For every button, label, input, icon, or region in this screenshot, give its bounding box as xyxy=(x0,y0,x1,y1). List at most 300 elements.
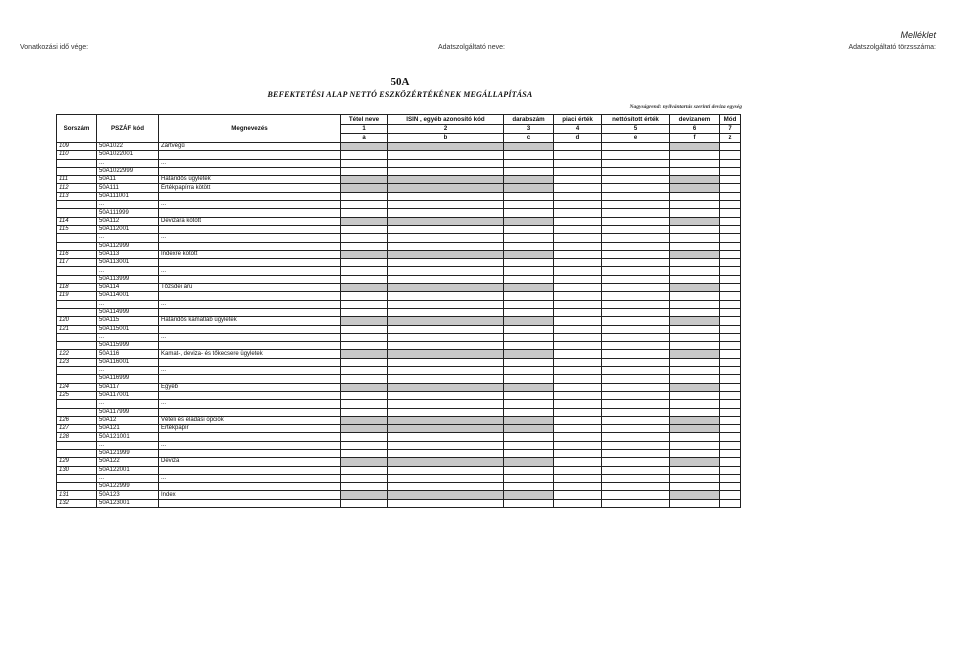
row-pszaf-kod: 50A11 xyxy=(97,176,159,184)
value-cell[interactable] xyxy=(504,300,554,308)
value-cell[interactable] xyxy=(602,425,670,433)
value-cell[interactable] xyxy=(504,367,554,375)
value-cell[interactable] xyxy=(554,292,602,300)
value-cell[interactable] xyxy=(554,250,602,258)
value-cell[interactable] xyxy=(388,225,504,233)
value-cell[interactable] xyxy=(602,491,670,499)
value-cell[interactable] xyxy=(602,275,670,283)
value-cell[interactable] xyxy=(720,483,741,491)
value-cell[interactable] xyxy=(554,449,602,457)
table-row xyxy=(57,151,741,159)
value-cell[interactable] xyxy=(720,242,741,250)
value-cell[interactable] xyxy=(602,192,670,200)
value-cell[interactable] xyxy=(602,259,670,267)
value-cell[interactable] xyxy=(554,225,602,233)
row-pszaf-kod: 50A111 xyxy=(97,184,159,192)
value-cell[interactable] xyxy=(602,367,670,375)
row-sorszam: 110 xyxy=(57,151,97,159)
value-cell[interactable] xyxy=(670,292,720,300)
value-cell xyxy=(341,284,388,292)
value-cell[interactable] xyxy=(388,375,504,383)
value-cell[interactable] xyxy=(602,441,670,449)
value-cell[interactable] xyxy=(602,201,670,209)
value-cell[interactable] xyxy=(341,201,388,209)
value-cell[interactable] xyxy=(388,367,504,375)
row-sorszam xyxy=(57,242,97,250)
value-cell[interactable] xyxy=(341,275,388,283)
value-cell[interactable] xyxy=(341,192,388,200)
value-cell[interactable] xyxy=(341,167,388,175)
value-cell[interactable] xyxy=(670,433,720,441)
row-megnevezes xyxy=(159,151,341,159)
value-cell[interactable] xyxy=(388,441,504,449)
value-cell[interactable] xyxy=(554,209,602,217)
value-cell[interactable] xyxy=(554,176,602,184)
value-cell[interactable] xyxy=(504,375,554,383)
value-cell[interactable] xyxy=(388,308,504,316)
value-cell[interactable] xyxy=(554,391,602,399)
value-cell[interactable] xyxy=(504,308,554,316)
value-cell[interactable] xyxy=(341,300,388,308)
value-cell[interactable] xyxy=(504,391,554,399)
value-cell[interactable] xyxy=(670,408,720,416)
value-cell[interactable] xyxy=(720,375,741,383)
value-cell[interactable] xyxy=(504,483,554,491)
value-cell[interactable] xyxy=(670,391,720,399)
value-cell[interactable] xyxy=(554,350,602,358)
value-cell[interactable] xyxy=(388,159,504,167)
row-pszaf-kod: ... xyxy=(97,441,159,449)
value-cell[interactable] xyxy=(720,458,741,466)
value-cell[interactable] xyxy=(602,375,670,383)
value-cell[interactable] xyxy=(670,234,720,242)
value-cell[interactable] xyxy=(341,242,388,250)
table-row xyxy=(57,234,741,242)
value-cell[interactable] xyxy=(720,151,741,159)
value-cell[interactable] xyxy=(720,308,741,316)
value-cell[interactable] xyxy=(388,408,504,416)
value-cell[interactable] xyxy=(602,167,670,175)
value-cell[interactable] xyxy=(670,209,720,217)
value-cell[interactable] xyxy=(554,499,602,507)
value-cell[interactable] xyxy=(602,151,670,159)
value-cell[interactable] xyxy=(554,483,602,491)
value-cell[interactable] xyxy=(388,483,504,491)
value-cell[interactable] xyxy=(341,308,388,316)
value-cell[interactable] xyxy=(341,433,388,441)
table-row xyxy=(57,317,741,325)
value-cell[interactable] xyxy=(670,375,720,383)
value-cell[interactable] xyxy=(670,342,720,350)
value-cell[interactable] xyxy=(602,159,670,167)
value-cell[interactable] xyxy=(388,267,504,275)
value-cell[interactable] xyxy=(504,441,554,449)
value-cell[interactable] xyxy=(670,275,720,283)
value-cell[interactable] xyxy=(554,217,602,225)
value-cell[interactable] xyxy=(670,358,720,366)
value-cell[interactable] xyxy=(720,466,741,474)
value-cell[interactable] xyxy=(388,259,504,267)
value-cell[interactable] xyxy=(504,192,554,200)
value-cell[interactable] xyxy=(602,250,670,258)
value-cell[interactable] xyxy=(388,433,504,441)
value-cell[interactable] xyxy=(720,325,741,333)
value-cell[interactable] xyxy=(602,433,670,441)
value-cell[interactable] xyxy=(341,449,388,457)
value-cell[interactable] xyxy=(602,449,670,457)
value-cell[interactable] xyxy=(341,342,388,350)
value-cell[interactable] xyxy=(504,225,554,233)
value-cell[interactable] xyxy=(504,466,554,474)
value-cell[interactable] xyxy=(504,474,554,482)
value-cell[interactable] xyxy=(554,441,602,449)
value-cell[interactable] xyxy=(720,225,741,233)
value-cell[interactable] xyxy=(554,466,602,474)
value-cell[interactable] xyxy=(670,159,720,167)
value-cell xyxy=(388,458,504,466)
value-cell[interactable] xyxy=(670,192,720,200)
value-cell[interactable] xyxy=(720,358,741,366)
value-cell[interactable] xyxy=(720,425,741,433)
value-cell xyxy=(670,284,720,292)
value-cell[interactable] xyxy=(341,474,388,482)
value-cell[interactable] xyxy=(341,400,388,408)
value-cell[interactable] xyxy=(504,449,554,457)
value-cell[interactable] xyxy=(554,151,602,159)
value-cell[interactable] xyxy=(602,143,670,151)
value-cell[interactable] xyxy=(504,151,554,159)
value-cell[interactable] xyxy=(554,184,602,192)
value-cell[interactable] xyxy=(554,201,602,209)
value-cell[interactable] xyxy=(602,267,670,275)
value-cell[interactable] xyxy=(602,383,670,391)
value-cell[interactable] xyxy=(554,375,602,383)
value-cell[interactable] xyxy=(720,333,741,341)
value-cell[interactable] xyxy=(602,499,670,507)
value-cell[interactable] xyxy=(554,259,602,267)
value-cell[interactable] xyxy=(720,159,741,167)
header-col-name: nettósított érték xyxy=(602,115,670,125)
value-cell[interactable] xyxy=(602,176,670,184)
value-cell[interactable] xyxy=(720,284,741,292)
value-cell[interactable] xyxy=(602,242,670,250)
value-cell[interactable] xyxy=(388,466,504,474)
value-cell[interactable] xyxy=(341,483,388,491)
value-cell[interactable] xyxy=(720,383,741,391)
value-cell[interactable] xyxy=(670,333,720,341)
value-cell[interactable] xyxy=(670,151,720,159)
value-cell[interactable] xyxy=(720,234,741,242)
value-cell[interactable] xyxy=(670,308,720,316)
value-cell xyxy=(341,250,388,258)
row-pszaf-kod: 50A121001 xyxy=(97,433,159,441)
value-cell[interactable] xyxy=(341,234,388,242)
value-cell[interactable] xyxy=(670,499,720,507)
value-cell[interactable] xyxy=(720,350,741,358)
header-col-num: 6 xyxy=(670,125,720,134)
row-sorszam: 126 xyxy=(57,416,97,424)
value-cell[interactable] xyxy=(554,317,602,325)
value-cell[interactable] xyxy=(670,449,720,457)
value-cell[interactable] xyxy=(554,143,602,151)
value-cell[interactable] xyxy=(720,391,741,399)
row-megnevezes: ... xyxy=(159,400,341,408)
value-cell[interactable] xyxy=(602,333,670,341)
value-cell[interactable] xyxy=(341,225,388,233)
value-cell[interactable] xyxy=(504,433,554,441)
value-cell[interactable] xyxy=(341,333,388,341)
row-sorszam: 112 xyxy=(57,184,97,192)
value-cell[interactable] xyxy=(554,300,602,308)
value-cell[interactable] xyxy=(720,292,741,300)
value-cell[interactable] xyxy=(720,167,741,175)
table-row xyxy=(57,259,741,267)
value-cell[interactable] xyxy=(504,400,554,408)
value-cell[interactable] xyxy=(602,400,670,408)
value-cell[interactable] xyxy=(602,234,670,242)
value-cell[interactable] xyxy=(670,259,720,267)
value-cell[interactable] xyxy=(388,400,504,408)
value-cell[interactable] xyxy=(388,201,504,209)
value-cell[interactable] xyxy=(504,234,554,242)
value-cell[interactable] xyxy=(602,300,670,308)
value-cell[interactable] xyxy=(554,433,602,441)
value-cell[interactable] xyxy=(388,449,504,457)
value-cell[interactable] xyxy=(602,358,670,366)
value-cell[interactable] xyxy=(554,367,602,375)
value-cell[interactable] xyxy=(504,275,554,283)
value-cell[interactable] xyxy=(341,391,388,399)
value-cell[interactable] xyxy=(388,167,504,175)
value-cell[interactable] xyxy=(602,342,670,350)
value-cell[interactable] xyxy=(720,209,741,217)
value-cell[interactable] xyxy=(720,184,741,192)
value-cell[interactable] xyxy=(720,433,741,441)
value-cell[interactable] xyxy=(554,167,602,175)
value-cell[interactable] xyxy=(504,201,554,209)
value-cell[interactable] xyxy=(554,242,602,250)
value-cell[interactable] xyxy=(720,217,741,225)
value-cell[interactable] xyxy=(341,499,388,507)
value-cell[interactable] xyxy=(504,167,554,175)
value-cell[interactable] xyxy=(388,342,504,350)
value-cell[interactable] xyxy=(341,267,388,275)
value-cell[interactable] xyxy=(341,159,388,167)
value-cell[interactable] xyxy=(720,201,741,209)
value-cell[interactable] xyxy=(720,250,741,258)
value-cell[interactable] xyxy=(720,408,741,416)
value-cell[interactable] xyxy=(602,225,670,233)
value-cell[interactable] xyxy=(554,325,602,333)
value-cell[interactable] xyxy=(720,317,741,325)
value-cell[interactable] xyxy=(388,192,504,200)
value-cell[interactable] xyxy=(341,325,388,333)
value-cell[interactable] xyxy=(720,441,741,449)
value-cell[interactable] xyxy=(504,259,554,267)
value-cell[interactable] xyxy=(388,242,504,250)
value-cell[interactable] xyxy=(504,333,554,341)
value-cell[interactable] xyxy=(388,358,504,366)
value-cell[interactable] xyxy=(670,400,720,408)
value-cell[interactable] xyxy=(720,192,741,200)
value-cell[interactable] xyxy=(670,474,720,482)
magnitude-note: Nagyságrend: nyilvántartás szerinti deviza egység xyxy=(629,104,742,110)
value-cell[interactable] xyxy=(504,358,554,366)
value-cell[interactable] xyxy=(602,466,670,474)
value-cell[interactable] xyxy=(602,391,670,399)
value-cell[interactable] xyxy=(602,292,670,300)
value-cell[interactable] xyxy=(504,242,554,250)
table-row xyxy=(57,333,741,341)
value-cell[interactable] xyxy=(504,267,554,275)
value-cell[interactable] xyxy=(602,308,670,316)
row-sorszam: 116 xyxy=(57,250,97,258)
value-cell[interactable] xyxy=(554,267,602,275)
value-cell[interactable] xyxy=(388,275,504,283)
value-cell[interactable] xyxy=(341,151,388,159)
value-cell[interactable] xyxy=(720,367,741,375)
value-cell[interactable] xyxy=(554,192,602,200)
value-cell[interactable] xyxy=(554,284,602,292)
value-cell[interactable] xyxy=(670,300,720,308)
value-cell[interactable] xyxy=(388,209,504,217)
value-cell[interactable] xyxy=(554,358,602,366)
value-cell[interactable] xyxy=(554,458,602,466)
value-cell[interactable] xyxy=(720,143,741,151)
row-sorszam: 109 xyxy=(57,143,97,151)
value-cell[interactable] xyxy=(388,474,504,482)
value-cell[interactable] xyxy=(341,367,388,375)
value-cell[interactable] xyxy=(341,292,388,300)
value-cell[interactable] xyxy=(602,350,670,358)
value-cell[interactable] xyxy=(720,300,741,308)
value-cell[interactable] xyxy=(720,259,741,267)
table-row xyxy=(57,275,741,283)
value-cell[interactable] xyxy=(670,225,720,233)
value-cell[interactable] xyxy=(720,267,741,275)
row-pszaf-kod: 50A117001 xyxy=(97,391,159,399)
table-row xyxy=(57,267,741,275)
value-cell[interactable] xyxy=(720,342,741,350)
value-cell[interactable] xyxy=(602,209,670,217)
value-cell[interactable] xyxy=(602,325,670,333)
value-cell[interactable] xyxy=(670,242,720,250)
value-cell[interactable] xyxy=(341,466,388,474)
value-cell[interactable] xyxy=(720,400,741,408)
value-cell[interactable] xyxy=(504,342,554,350)
value-cell[interactable] xyxy=(341,441,388,449)
row-pszaf-kod: 50A122999 xyxy=(97,483,159,491)
value-cell[interactable] xyxy=(504,292,554,300)
value-cell[interactable] xyxy=(388,499,504,507)
value-cell[interactable] xyxy=(341,358,388,366)
value-cell[interactable] xyxy=(341,408,388,416)
value-cell[interactable] xyxy=(720,491,741,499)
value-cell xyxy=(670,176,720,184)
value-cell[interactable] xyxy=(504,159,554,167)
value-cell[interactable] xyxy=(602,408,670,416)
value-cell[interactable] xyxy=(554,416,602,424)
row-sorszam: 117 xyxy=(57,259,97,267)
value-cell[interactable] xyxy=(720,449,741,457)
value-cell[interactable] xyxy=(602,184,670,192)
value-cell[interactable] xyxy=(341,375,388,383)
value-cell[interactable] xyxy=(554,308,602,316)
value-cell[interactable] xyxy=(554,474,602,482)
value-cell[interactable] xyxy=(504,209,554,217)
value-cell[interactable] xyxy=(602,217,670,225)
value-cell[interactable] xyxy=(554,425,602,433)
value-cell[interactable] xyxy=(554,342,602,350)
value-cell[interactable] xyxy=(670,167,720,175)
row-sorszam: 114 xyxy=(57,217,97,225)
value-cell[interactable] xyxy=(720,416,741,424)
value-cell[interactable] xyxy=(670,325,720,333)
value-cell[interactable] xyxy=(388,325,504,333)
value-cell[interactable] xyxy=(670,201,720,209)
row-pszaf-kod: 50A114 xyxy=(97,284,159,292)
value-cell[interactable] xyxy=(554,491,602,499)
value-cell[interactable] xyxy=(602,317,670,325)
row-megnevezes xyxy=(159,375,341,383)
provider-id-label: Adatszolgáltató törzsszáma: xyxy=(848,44,936,51)
value-cell[interactable] xyxy=(504,325,554,333)
table-row xyxy=(57,458,741,466)
value-cell[interactable] xyxy=(554,234,602,242)
value-cell[interactable] xyxy=(388,333,504,341)
value-cell[interactable] xyxy=(602,284,670,292)
value-cell[interactable] xyxy=(670,441,720,449)
value-cell[interactable] xyxy=(602,458,670,466)
value-cell[interactable] xyxy=(670,483,720,491)
value-cell[interactable] xyxy=(341,259,388,267)
value-cell[interactable] xyxy=(554,159,602,167)
value-cell[interactable] xyxy=(554,400,602,408)
table-row xyxy=(57,284,741,292)
value-cell[interactable] xyxy=(554,333,602,341)
value-cell[interactable] xyxy=(388,234,504,242)
value-cell[interactable] xyxy=(504,499,554,507)
row-pszaf-kod: 50A113999 xyxy=(97,275,159,283)
value-cell[interactable] xyxy=(388,391,504,399)
value-cell[interactable] xyxy=(670,267,720,275)
value-cell[interactable] xyxy=(720,275,741,283)
value-cell[interactable] xyxy=(720,499,741,507)
row-megnevezes: ... xyxy=(159,234,341,242)
table-row xyxy=(57,350,741,358)
value-cell[interactable] xyxy=(602,483,670,491)
value-cell[interactable] xyxy=(554,408,602,416)
row-pszaf-kod: 50A122001 xyxy=(97,466,159,474)
value-cell[interactable] xyxy=(554,275,602,283)
value-cell[interactable] xyxy=(388,300,504,308)
value-cell[interactable] xyxy=(341,209,388,217)
value-cell xyxy=(341,217,388,225)
value-cell[interactable] xyxy=(670,466,720,474)
value-cell[interactable] xyxy=(670,367,720,375)
value-cell[interactable] xyxy=(720,474,741,482)
value-cell[interactable] xyxy=(602,416,670,424)
value-cell[interactable] xyxy=(602,474,670,482)
value-cell[interactable] xyxy=(504,408,554,416)
value-cell xyxy=(504,284,554,292)
value-cell[interactable] xyxy=(720,176,741,184)
value-cell[interactable] xyxy=(388,292,504,300)
row-megnevezes: Vételi és eladási opciók xyxy=(159,416,341,424)
value-cell[interactable] xyxy=(554,383,602,391)
row-pszaf-kod: 50A123 xyxy=(97,491,159,499)
value-cell[interactable] xyxy=(388,151,504,159)
